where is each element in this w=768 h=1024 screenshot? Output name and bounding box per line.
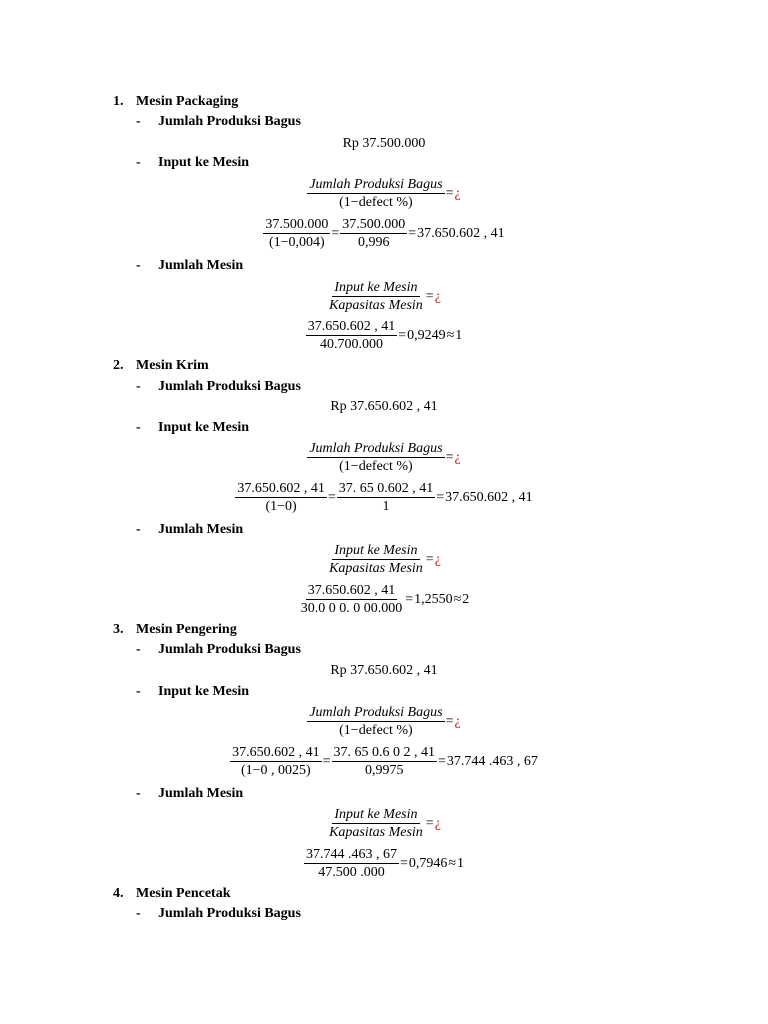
missing-value-glyph: ¿ <box>434 816 441 831</box>
equals-sign: = <box>445 450 454 465</box>
formula-mesin <box>0 805 768 843</box>
fraction-denominator: (1−defect %) <box>339 195 413 210</box>
subsection-title: Jumlah Produksi Bagus <box>158 379 301 394</box>
calc-result: 0,7946 <box>408 856 448 871</box>
missing-value-glyph: ¿ <box>434 289 441 304</box>
missing-value-glyph: ¿ <box>454 186 461 201</box>
section-number: 4. <box>113 886 124 901</box>
equals-sign: = <box>438 754 446 769</box>
fraction <box>337 480 436 516</box>
calc-mesin <box>0 317 768 355</box>
bullet-dash: - <box>136 114 141 129</box>
bullet-dash: - <box>136 642 141 657</box>
section-title: Mesin Krim <box>136 358 209 373</box>
produksi-value <box>0 662 768 680</box>
fraction-denominator: (1−defect %) <box>339 459 413 474</box>
fraction <box>332 744 438 780</box>
approx-sign: ≈ <box>448 856 457 871</box>
missing-value-glyph: ¿ <box>454 450 461 465</box>
fraction-numerator: 37.500.000 <box>265 217 329 232</box>
equals-sign: = <box>436 490 445 505</box>
bullet-dash: - <box>136 420 141 435</box>
calc-mesin <box>0 581 768 619</box>
produksi-value-text: Rp 37.650.602 , 41 <box>330 399 438 414</box>
fraction-numerator: Jumlah Produksi Bagus <box>309 441 443 456</box>
fraction <box>307 704 444 740</box>
calc-result: 37.650.602 , 41 <box>417 226 505 241</box>
fraction-denominator: (1−0 , 0025) <box>240 763 311 778</box>
approx-result: 1 <box>457 856 465 871</box>
fraction-denominator: Kapasitas Mesin <box>329 561 423 576</box>
section-title: Mesin Packaging <box>136 94 239 109</box>
equals-sign: = <box>322 754 331 769</box>
fraction-numerator: Input ke Mesin <box>334 280 418 295</box>
fraction-denominator: (1−defect %) <box>339 723 413 738</box>
calc-input <box>0 215 768 253</box>
calc-result: 0,9249 <box>407 328 446 343</box>
calc-result: 37.744 .463 , 67 <box>446 754 538 769</box>
fraction-numerator: 37.744 .463 , 67 <box>305 847 397 862</box>
equals-sign: = <box>425 816 434 831</box>
equals-sign: = <box>408 226 417 241</box>
fraction-numerator: 37.650.602 , 41 <box>307 583 396 598</box>
produksi-value-text: Rp 37.650.602 , 41 <box>330 663 438 678</box>
subsection-title: Jumlah Produksi Bagus <box>158 906 301 921</box>
produksi-value-text: Rp 37.500.000 <box>342 136 426 151</box>
calc-mesin <box>0 845 768 883</box>
bullet-dash: - <box>136 786 141 801</box>
fraction <box>263 216 330 252</box>
bullet-dash: - <box>136 684 141 699</box>
fraction <box>306 318 398 354</box>
subsection-title: Input ke Mesin <box>158 155 250 170</box>
section-number: 2. <box>113 358 124 373</box>
calc-result: 1,2550 <box>414 592 453 607</box>
missing-value-glyph: ¿ <box>434 552 441 567</box>
equals-sign: = <box>425 289 434 304</box>
fraction-numerator: Input ke Mesin <box>334 543 418 558</box>
approx-sign: ≈ <box>453 592 462 607</box>
approx-sign: ≈ <box>446 328 455 343</box>
equals-sign: = <box>398 328 407 343</box>
section-title: Mesin Pengering <box>136 622 237 637</box>
fraction <box>340 216 407 252</box>
formula-input <box>0 175 768 213</box>
fraction-numerator: 37.650.602 , 41 <box>237 481 325 496</box>
fraction-numerator: 37. 65 0.602 , 41 <box>338 481 434 496</box>
equals-sign: = <box>445 714 454 729</box>
subsection-title: Jumlah Mesin <box>158 258 244 273</box>
fraction <box>299 582 405 618</box>
subsection-title: Jumlah Produksi Bagus <box>158 642 301 657</box>
fraction <box>230 744 322 780</box>
fraction <box>235 480 327 516</box>
bullet-dash: - <box>136 906 141 921</box>
produksi-value <box>0 135 768 153</box>
fraction-denominator: Kapasitas Mesin <box>329 825 423 840</box>
equals-sign: = <box>399 856 408 871</box>
calc-input <box>0 479 768 517</box>
bullet-dash: - <box>136 258 141 273</box>
approx-result: 1 <box>455 328 463 343</box>
subsection-title: Input ke Mesin <box>158 684 250 699</box>
fraction-denominator: (1−0,004) <box>268 235 325 250</box>
fraction-denominator: 1 <box>382 499 390 514</box>
fraction <box>304 846 399 882</box>
fraction-denominator: Kapasitas Mesin <box>329 298 423 313</box>
subsection-title: Jumlah Produksi Bagus <box>158 114 301 129</box>
fraction <box>327 279 425 315</box>
bullet-dash: - <box>136 522 141 537</box>
fraction-denominator: 0,996 <box>358 235 390 250</box>
formula-mesin <box>0 278 768 316</box>
fraction-denominator: (1−0) <box>265 499 297 514</box>
formula-input <box>0 703 768 741</box>
fraction-denominator: 47.500 .000 <box>318 865 385 880</box>
equals-sign: = <box>331 226 340 241</box>
equals-sign: = <box>425 552 434 567</box>
equals-sign: = <box>327 490 336 505</box>
fraction-numerator: Input ke Mesin <box>334 807 418 822</box>
fraction-numerator: 37.650.602 , 41 <box>232 745 320 760</box>
fraction <box>307 440 444 476</box>
section-number: 1. <box>113 94 124 109</box>
equals-sign: = <box>445 186 454 201</box>
subsection-title: Jumlah Mesin <box>158 786 244 801</box>
subsection-title: Jumlah Mesin <box>158 522 244 537</box>
fraction-denominator: 40.700.000 <box>319 337 383 352</box>
fraction-numerator: Jumlah Produksi Bagus <box>309 177 443 192</box>
section-number: 3. <box>113 622 124 637</box>
equals-sign: = <box>405 592 414 607</box>
missing-value-glyph: ¿ <box>454 714 461 729</box>
formula-input <box>0 439 768 477</box>
fraction <box>327 542 425 578</box>
fraction-denominator: 30.0 0 0. 0 00.000 <box>300 601 403 616</box>
fraction-numerator: 37. 65 0.6 0 2 , 41 <box>333 745 435 760</box>
fraction-numerator: 37.650.602 , 41 <box>307 319 396 334</box>
approx-result: 2 <box>462 592 470 607</box>
produksi-value <box>0 398 768 416</box>
fraction-numerator: 37.500.000 <box>342 217 406 232</box>
fraction-denominator: 0,9975 <box>365 763 404 778</box>
fraction <box>307 176 444 212</box>
bullet-dash: - <box>136 379 141 394</box>
calc-result: 37.650.602 , 41 <box>445 490 533 505</box>
fraction <box>327 806 425 842</box>
section-title: Mesin Pencetak <box>136 886 231 901</box>
subsection-title: Input ke Mesin <box>158 420 250 435</box>
formula-mesin <box>0 541 768 579</box>
calc-input <box>0 743 768 781</box>
bullet-dash: - <box>136 155 141 170</box>
fraction-numerator: Jumlah Produksi Bagus <box>309 705 443 720</box>
